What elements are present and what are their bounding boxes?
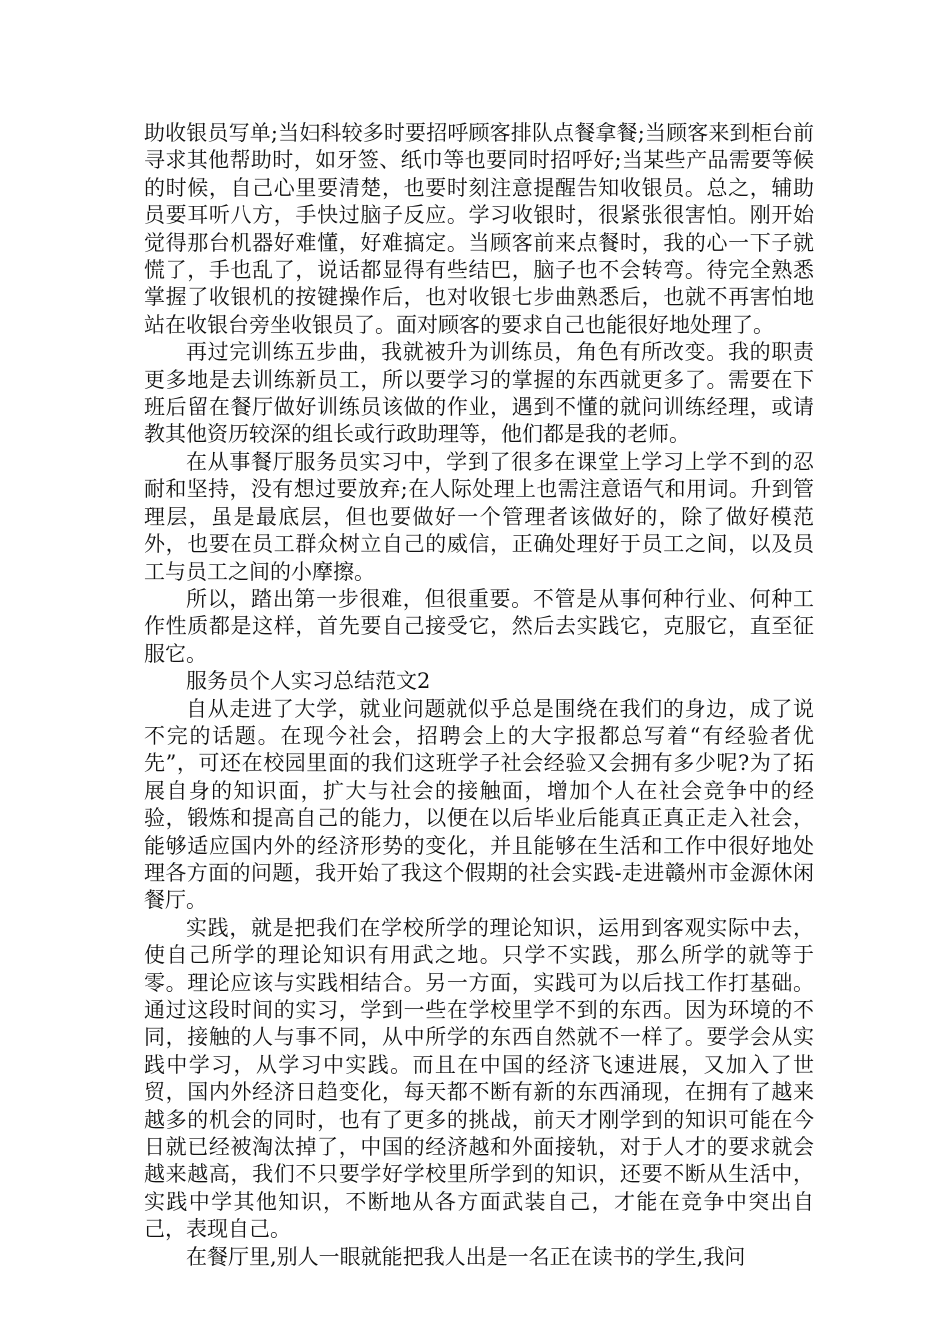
document-body [144, 120, 814, 1271]
paragraph: 再过完训练五步曲，我就被升为训练员，角色有所改变。我的职责更多地是去训练新员工，所以要学习的掌握的东西就更多了。需要在下班后留在餐厅做好训练员该做的作业，遇到不懂的就问训练经理，或请教其他资历较深的组长或行政助理等，他们都是我的老师。 [144, 340, 814, 447]
paragraph: 所以，踏出第一步很难，但很重要。不管是从事何种行业、何种工作性质都是这样，首先要自己接受它，然后去实践它，克服它，直至征服它。 [144, 586, 814, 666]
paragraph: 自从走进了大学，就业问题就似乎总是围绕在我们的身边，成了说不完的话题。在现今社会，招聘会上的大字报都总写着“有经验者优先”，可还在校园里面的我们这班学子社会经验又会拥有多少呢?为了拓展自身的知识面，扩大与社会的接触面，增加个人在社会竞争中的经验，锻炼和提高自己的能力，以便在以后毕业后能真正真正走入社会，能够适应国内外的经济形势的变化，并且能够在生活和工作中很好地处理各方面的问题，我开始了我这个假期的社会实践-走进赣州市金源休闲餐厅。 [144, 696, 814, 913]
paragraph: 实践，就是把我们在学校所学的理论知识，运用到客观实际中去，使自己所学的理论知识有用武之地。只学不实践，那么所学的就等于零。理论应该与实践相结合。另一方面，实践可为以后找工作打基础。通过这段时间的实习，学到一些在学校里学不到的东西。因为环境的不同，接触的人与事不同，从中所学的东西自然就不一样了。要学会从实践中学习，从学习中实践。而且在中国的经济飞速进展，又加入了世贸，国内外经济日趋变化，每天都不断有新的东西涌现，在拥有了越来越多的机会的同时，也有了更多的挑战，前天才刚学到的知识可能在今日就已经被淘汰掉了，中国的经济越和外面接轨，对于人才的要求就会越来越高，我们不只要学好学校里所学到的知识，还要不断从生活中，实践中学其他知识，不断地从各方面武装自己，才能在竞争中突出自己，表现自己。 [144, 915, 814, 1242]
paragraph: 在从事餐厅服务员实习中，学到了很多在课堂上学习上学不到的忍耐和坚持，没有想过要放弃;在人际处理上也需注意语气和用词。升到管理层，虽是最底层，但也要做好一个管理者该做好的，除了做好模范外，也要在员工群众树立自己的威信，正确处理好于员工之间，以及员工与员工之间的小摩擦。 [144, 449, 814, 584]
section-heading: 服务员个人实习总结范文2 [186, 669, 431, 694]
paragraph-continuation: 助收银员写单;当妇科较多时要招呼顾客排队点餐拿餐;当顾客来到柜台前寻求其他帮助时，如牙签、纸巾等也要同时招呼好;当某些产品需要等候的时候，自己心里要清楚，也要时刻注意提醒告知收银员。总之，辅助员要耳听八方，手快过脑子反应。学习收银时，很紧张很害怕。刚开始觉得那台机器好难懂，好难搞定。当顾客前来点餐时，我的心一下子就慌了，手也乱了，说话都显得有些结巴，脑子也不会转弯。待完全熟悉掌握了收银机的按键操作后，也对收银七步曲熟悉后，也就不再害怕地站在收银台旁坐收银员了。面对顾客的要求自己也能很好地处理了。 [144, 121, 814, 337]
paragraph: 在餐厅里,别人一眼就能把我人出是一名正在读书的学生,我问 [186, 1244, 746, 1269]
